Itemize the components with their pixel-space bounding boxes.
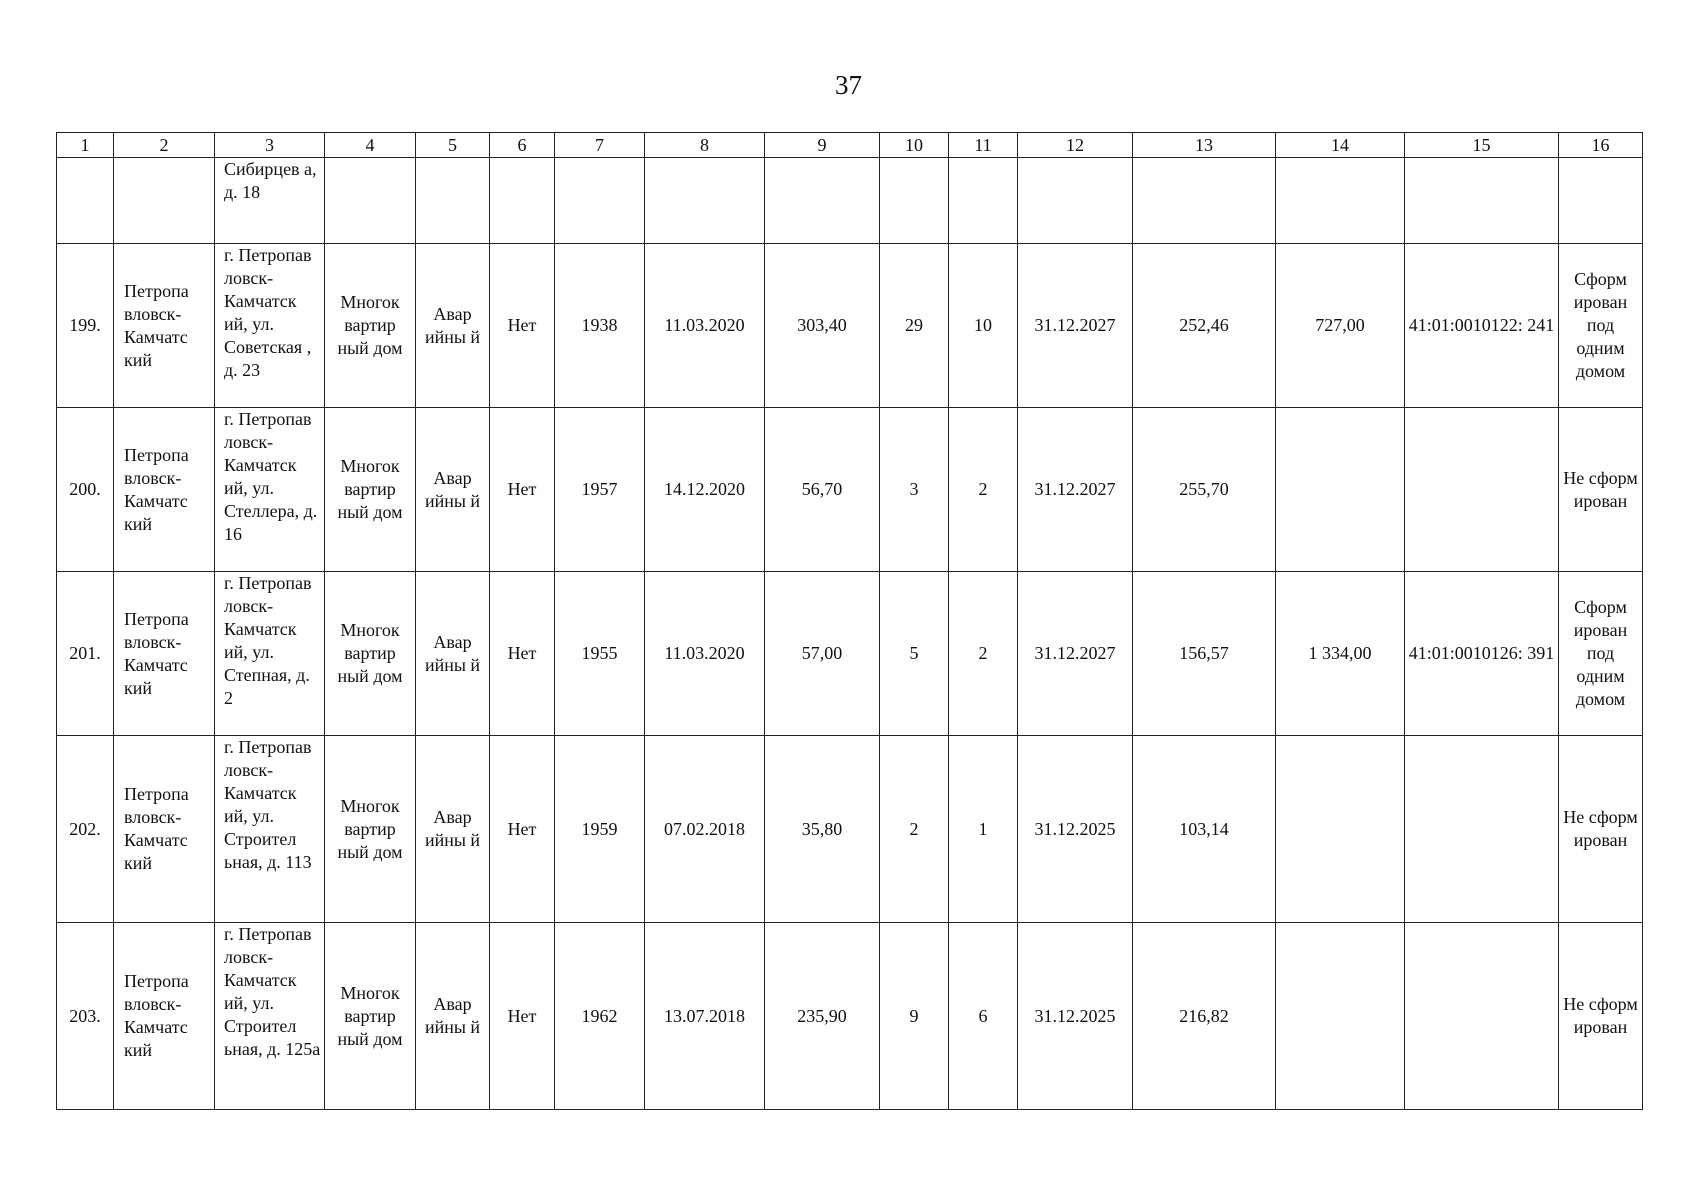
status-cell: Авар ийны й bbox=[416, 923, 490, 1110]
residents-cell: 2 bbox=[880, 736, 949, 923]
units-cell: 6 bbox=[949, 923, 1018, 1110]
column-number: 10 bbox=[880, 133, 949, 158]
square-cell: 216,82 bbox=[1133, 923, 1276, 1110]
column-number: 9 bbox=[765, 133, 880, 158]
date-cell: 13.07.2018 bbox=[645, 923, 765, 1110]
units-cell: 2 bbox=[949, 408, 1018, 572]
table-cell bbox=[645, 158, 765, 244]
area-cell: 57,00 bbox=[765, 572, 880, 736]
residents-cell: 5 bbox=[880, 572, 949, 736]
column-number: 7 bbox=[555, 133, 645, 158]
table-cell bbox=[765, 158, 880, 244]
square-cell: 252,46 bbox=[1133, 244, 1276, 408]
city-cell: Петропа вловск-Камчатс кий bbox=[114, 923, 215, 1110]
date-cell: 11.03.2020 bbox=[645, 572, 765, 736]
flag-cell: Нет bbox=[490, 736, 555, 923]
flag-cell: Нет bbox=[490, 244, 555, 408]
table-cell bbox=[1133, 158, 1276, 244]
land-area-cell: 727,00 bbox=[1276, 244, 1405, 408]
date-cell: 14.12.2020 bbox=[645, 408, 765, 572]
column-number: 13 bbox=[1133, 133, 1276, 158]
deadline-cell: 31.12.2025 bbox=[1018, 736, 1133, 923]
column-number: 6 bbox=[490, 133, 555, 158]
units-cell: 10 bbox=[949, 244, 1018, 408]
square-cell: 156,57 bbox=[1133, 572, 1276, 736]
table-cell bbox=[490, 158, 555, 244]
land-area-cell bbox=[1276, 408, 1405, 572]
city-cell: Петропа вловск-Камчатс кий bbox=[114, 244, 215, 408]
date-cell: 11.03.2020 bbox=[645, 244, 765, 408]
column-number: 12 bbox=[1018, 133, 1133, 158]
square-cell: 255,70 bbox=[1133, 408, 1276, 572]
status-cell: Авар ийны й bbox=[416, 408, 490, 572]
row-number: 199. bbox=[57, 244, 114, 408]
deadline-cell: 31.12.2027 bbox=[1018, 408, 1133, 572]
column-number: 8 bbox=[645, 133, 765, 158]
residents-cell: 9 bbox=[880, 923, 949, 1110]
year-cell: 1938 bbox=[555, 244, 645, 408]
table-cell bbox=[1276, 158, 1405, 244]
table-cell bbox=[949, 158, 1018, 244]
building-type-cell: Многок вартир ный дом bbox=[325, 923, 416, 1110]
flag-cell: Нет bbox=[490, 572, 555, 736]
column-number: 5 bbox=[416, 133, 490, 158]
table-cell bbox=[416, 158, 490, 244]
building-type-cell: Многок вартир ный дом bbox=[325, 244, 416, 408]
column-number: 1 bbox=[57, 133, 114, 158]
column-number: 4 bbox=[325, 133, 416, 158]
table-row bbox=[57, 736, 1643, 923]
year-cell: 1959 bbox=[555, 736, 645, 923]
land-status-cell: Сформ ирован под одним домом bbox=[1559, 244, 1643, 408]
land-area-cell: 1 334,00 bbox=[1276, 572, 1405, 736]
area-cell: 56,70 bbox=[765, 408, 880, 572]
land-status-cell: Не сформ ирован bbox=[1559, 736, 1643, 923]
flag-cell: Нет bbox=[490, 923, 555, 1110]
table-row bbox=[57, 572, 1643, 736]
column-number: 3 bbox=[215, 133, 325, 158]
column-number: 16 bbox=[1559, 133, 1643, 158]
table-row bbox=[57, 923, 1643, 1110]
area-cell: 303,40 bbox=[765, 244, 880, 408]
row-number: 201. bbox=[57, 572, 114, 736]
cadastral-cell bbox=[1405, 736, 1559, 923]
column-number-row bbox=[57, 133, 1643, 158]
address-cell: г. Петропав ловск-Камчатск ий, ул. Строител ьная, д. 125а bbox=[215, 923, 325, 1110]
cadastral-cell bbox=[1405, 923, 1559, 1110]
table-cell bbox=[1405, 158, 1559, 244]
table-row bbox=[57, 244, 1643, 408]
city-cell: Петропа вловск-Камчатс кий bbox=[114, 572, 215, 736]
land-area-cell bbox=[1276, 923, 1405, 1110]
residents-cell: 29 bbox=[880, 244, 949, 408]
land-status-cell: Не сформ ирован bbox=[1559, 408, 1643, 572]
deadline-cell: 31.12.2027 bbox=[1018, 572, 1133, 736]
land-area-cell bbox=[1276, 736, 1405, 923]
row-number: 202. bbox=[57, 736, 114, 923]
land-status-cell: Не сформ ирован bbox=[1559, 923, 1643, 1110]
table-cell bbox=[57, 158, 114, 244]
building-type-cell: Многок вартир ный дом bbox=[325, 736, 416, 923]
residents-cell: 3 bbox=[880, 408, 949, 572]
housing-registry-table bbox=[56, 132, 1643, 1110]
year-cell: 1957 bbox=[555, 408, 645, 572]
cadastral-cell bbox=[1405, 408, 1559, 572]
building-type-cell: Многок вартир ный дом bbox=[325, 572, 416, 736]
address-cell: г. Петропав ловск-Камчатск ий, ул. Советская , д. 23 bbox=[215, 244, 325, 408]
cadastral-cell: 41:01:0010122: 241 bbox=[1405, 244, 1559, 408]
deadline-cell: 31.12.2027 bbox=[1018, 244, 1133, 408]
table-cell bbox=[880, 158, 949, 244]
column-number: 15 bbox=[1405, 133, 1559, 158]
deadline-cell: 31.12.2025 bbox=[1018, 923, 1133, 1110]
year-cell: 1962 bbox=[555, 923, 645, 1110]
address-cell: г. Петропав ловск-Камчатск ий, ул. Стеллера, д. 16 bbox=[215, 408, 325, 572]
table-cell bbox=[555, 158, 645, 244]
row-number: 203. bbox=[57, 923, 114, 1110]
area-cell: 235,90 bbox=[765, 923, 880, 1110]
column-number: 14 bbox=[1276, 133, 1405, 158]
table-cell bbox=[325, 158, 416, 244]
cadastral-cell: 41:01:0010126: 391 bbox=[1405, 572, 1559, 736]
date-cell: 07.02.2018 bbox=[645, 736, 765, 923]
page-number: 37 bbox=[835, 70, 862, 100]
table-cell bbox=[1559, 158, 1643, 244]
status-cell: Авар ийны й bbox=[416, 736, 490, 923]
table-row bbox=[57, 408, 1643, 572]
building-type-cell: Многок вартир ный дом bbox=[325, 408, 416, 572]
table-cell bbox=[1018, 158, 1133, 244]
table-cell bbox=[114, 158, 215, 244]
row-number: 200. bbox=[57, 408, 114, 572]
column-number: 2 bbox=[114, 133, 215, 158]
column-number: 11 bbox=[949, 133, 1018, 158]
status-cell: Авар ийны й bbox=[416, 572, 490, 736]
units-cell: 2 bbox=[949, 572, 1018, 736]
year-cell: 1955 bbox=[555, 572, 645, 736]
land-status-cell: Сформ ирован под одним домом bbox=[1559, 572, 1643, 736]
address-cell: г. Петропав ловск-Камчатск ий, ул. Строител ьная, д. 113 bbox=[215, 736, 325, 923]
square-cell: 103,14 bbox=[1133, 736, 1276, 923]
city-cell: Петропа вловск-Камчатс кий bbox=[114, 408, 215, 572]
address-cell: Сибирцев а, д. 18 bbox=[215, 158, 325, 244]
status-cell: Авар ийны й bbox=[416, 244, 490, 408]
address-cell: г. Петропав ловск-Камчатск ий, ул. Степная, д. 2 bbox=[215, 572, 325, 736]
city-cell: Петропа вловск-Камчатс кий bbox=[114, 736, 215, 923]
flag-cell: Нет bbox=[490, 408, 555, 572]
area-cell: 35,80 bbox=[765, 736, 880, 923]
continuation-row bbox=[57, 158, 1643, 244]
units-cell: 1 bbox=[949, 736, 1018, 923]
